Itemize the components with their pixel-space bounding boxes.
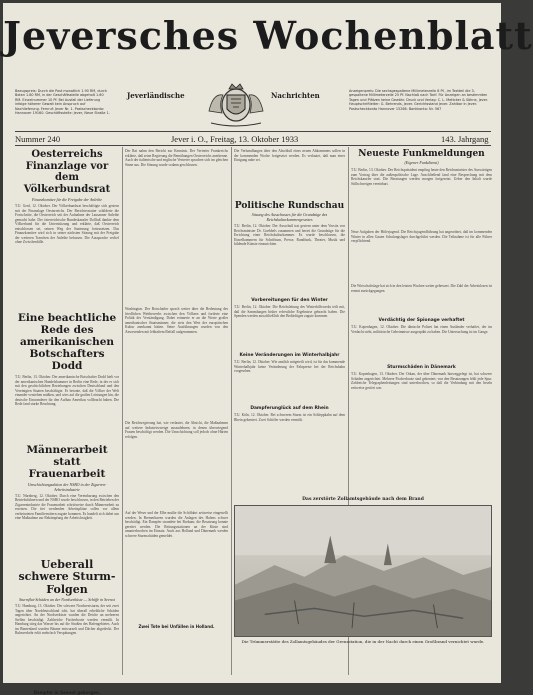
column-rule bbox=[231, 147, 232, 675]
column-4 bbox=[351, 149, 492, 495]
photo-block bbox=[234, 497, 492, 644]
article-subheading: Vorbereitungen für den Winter bbox=[251, 298, 328, 304]
masthead-advertising-info: Anzeigenpreis: Die sechsgespaltene Millimeterzeile 8 Pf., im Textteil die 3-gespaltene Millimeterzeile 25 Pf. Nachlaß nach Tarif. Für Anzeigen an bestimmten Tagen und Plätzen keine Gewähr. Druck und Verlag: C. L. Mettcker & Söhne, Jever. Hauptschriftleiter: G. Behrends, Jever. Gerichtsstand Jever. Zahlbar in Jever. Postscheckkonto Hannover 15266. Bankkonto: Nr. 567 bbox=[349, 89, 489, 111]
article-body: Die Wirtschaftslage hat sich in den letzten Wochen weiter gebessert. Die Zahl der Arbeitslosen ist erneut zurückgegangen. bbox=[351, 284, 492, 293]
article-body: T.U. Berlin, 13. Oktober. Der Reichspräsident empfing heute den Reichsminister des Auswärtigen zum Vortrag über die außenpolitische Lage. Anschließend fand eine Besprechung mit dem Reichskanzler statt. Die Beratungen werden morgen fortgesetzt. Ueber den Inhalt wurde Stillschweigen vereinbart. bbox=[351, 168, 492, 186]
issue-date: Jever i. O., Freitag, 13. Oktober 1933 bbox=[171, 134, 299, 144]
article-body: Der Rat nahm den Bericht zur Kenntnis. Der Vertreter Frankreichs erklärte, daß seine Regierung die Bemühungen Oesterreichs anerkenne. Auch der italienische und englische Vertreter sprachen sich im gleichen Sinne aus. Die Sitzung wurde sodann geschlossen. bbox=[125, 149, 228, 167]
column-1 bbox=[15, 149, 119, 695]
masthead-subscription-info: Bezugspreis: Durch die Post monatlich 1.90 RM, durch Boten 1.80 RM, in der Geschäftsstelle abgeholt 1.60 RM. Einzelnummer 10 Pf. Bei Ausfall der Lieferung infolge höherer Gewalt kein Anspruch auf Nachlieferung. Fernruf: Jever Nr. 1. Postscheckkonto: Hannover 19160. Geschäftsstelle: Jever, Neue Straße 1. bbox=[15, 89, 110, 116]
coat-of-arms-icon bbox=[203, 81, 269, 129]
masthead-left-subtitle: Jeverländische bbox=[127, 91, 185, 100]
column-2 bbox=[125, 149, 228, 677]
headline-latest-radio-news: Neueste Funkmeldungen bbox=[358, 149, 485, 159]
article-body: T.U. Hamburg, 13. Oktober. Der schwere Nordweststurm, der seit zwei Tagen über Norddeutschland tobt, hat überall erhebliche Schäden angerichtet. An der Nordseeküste wurden die Deiche an mehreren Stellen beschädigt. Zahlreiche Fischerboote werden vermißt. In Hamburg stieg das Wasser bis auf die Straßen des Hafengebietes. Auch im Binnenland wurden Bäume entwurzelt und Dächer abgedeckt. Der Bahnverkehr erlitt mehrfach Verspätungen. bbox=[15, 604, 119, 636]
photo-caption: Die Trümmerstätte des Zollamtsgebäudes der Grenzstation, die in der Nacht durch einen Großbrand vernichtet wurde. bbox=[241, 639, 485, 644]
subheadline: Finanzkomitee für die Freigabe der Anleihe bbox=[31, 197, 103, 202]
article-body: T.U. Berlin, 12. Oktober. Die Reichsleitung des Winterhilfswerks teilt mit, daß die Sammlungen bisher erfreuliche Ergebnisse gebracht haben. Die Spenden werden ausschließlich den Bedürftigen zugute kommen. bbox=[234, 305, 345, 319]
subheadline: Sturmflut-Schäden an der Nordseeküste — Schiffe in Seenot bbox=[19, 597, 115, 603]
article-subheading: Zwei Tote bei Unfällen in Holland. bbox=[138, 624, 215, 629]
masthead-rule-bottom bbox=[15, 145, 491, 146]
article-body: T.U. Nürnberg, 12. Oktober. Durch eine Vereinbarung zwischen den Betriebsführern und der NSBO wurde beschlossen, in den Betrieben der Zigarrenindustrie die Frauenarbeit schrittweise durch Männerarbeit zu ersetzen. Die frei werdenden Arbeitsplätze sollen vor allem verheirateten Familienvätern zugute kommen. Es handelt sich dabei um eine Maßnahme zur Bekämpfung der Arbeitslosigkeit. bbox=[15, 493, 119, 520]
article-body: T.U. Berlin, 12. Oktober. Der Ausschuß trat gestern unter dem Vorsitz von Reichsminister Dr. Goebbels zusammen und beriet die Grundzüge für die Errichtung einer Reichskulturkammer. Es wurde beschlossen, die Einzelkammern für Schrifttum, Presse, Rundfunk, Theater, Musik und bildende Künste einzurichten. bbox=[234, 224, 345, 247]
subheadline: Umschichtungsaktion der NSBO in der Zigarren-Arbeitsindustrie bbox=[27, 481, 107, 492]
article-body: Die Reichsregierung hat, wie verlautet, die Absicht, die Maßnahmen auf weitere Industriezweige auszudehnen, in denen überwiegend Frauen beschäftigt werden. Die Umschichtung soll jedoch ohne Härten erfolgen. bbox=[125, 421, 228, 439]
issue-number: Nummer 240 bbox=[15, 134, 61, 144]
article-body: T.U. Köln, 12. Oktober. Bei schwerem Sturm ist ein Schleppkahn auf dem Rhein gekentert. Zwei Schiffer werden vermißt. bbox=[234, 413, 345, 422]
newspaper-page bbox=[3, 3, 533, 695]
article-body: T.U. Berlin, 12. Oktober. Wie amtlich mitgeteilt wird, ist für das kommende Winterhalbjahr keine Veränderung der Fahrpreise bei der Reichsbahn vorgesehen. bbox=[234, 360, 345, 374]
headline-austria-finances: Oesterreichs Finanzlage vor dem Völkerbundsrat bbox=[23, 149, 111, 195]
article-body: T.U. Genf, 12. Oktober. Der Völkerbundsrat beschäftigte sich gestern mit der Finanzlage Oesterreichs. Der Berichterstatter schilderte die Fortschritte, die Oesterreich seit der Aufnahme der Lausanner Anleihe gemacht habe. Der österreichische Bundeskanzler Dollfuß dankte dem Völkerbund für die Unterstützung und erklärte, daß Oesterreich entschlossen sei, seinen Weg der Sanierung fortzusetzen. Das Finanzkomitee wird sich in seiner nächsten Sitzung mit der Freigabe der weiteren Tranchen der Anleihe befassen. Die Aussprache verlief ohne Zwischenfälle. bbox=[15, 204, 119, 244]
article-body: Neue Aufgaben der Hitlerjugend. Die Reichsjugendführung hat angeordnet, daß im kommenden Winter in allen Gauen Schulungslager durchgeführt werden. Die Teilnahme ist für alle Führer verpflichtend. bbox=[351, 230, 492, 244]
article-subheading: Verdächtig der Spionage verhaftet bbox=[378, 318, 465, 324]
article-body: Washington. Der Botschafter sprach weiter über die Bedeutung des friedlichen Wettbewerbs zwischen den Völkern und forderte eine Politik der Verständigung. Dabei erinnerte er an die Worte großer amerikanischer Staatsmänner, die stets den Wert der europäischen Kultur anerkannt hätten. Seine Ausführungen wurden von den Anwesenden mit lebhaftem Beifall aufgenommen. bbox=[125, 307, 228, 334]
news-photo bbox=[234, 505, 492, 637]
masthead-right-subtitle: Nachrichten bbox=[271, 91, 320, 100]
article-body: T.U. Berlin, 13. Oktober. Der amerikanische Botschafter Dodd hielt vor der amerikanischen Handelskammer in Berlin eine Rede, in der er sich mit den geschichtlichen Beziehungen zwischen Deutschland und den Vereinigten Staaten beschäftigte. Er betonte, daß die Völker der Welt einander verstehen müßten, und wies auf die großen Leistungen hin, die deutsche Einwanderer für den Aufbau Amerikas vollbracht haben. Die Rede fand starke Beachtung. bbox=[15, 375, 119, 407]
article-body: T.U. Kopenhagen, 12. Oktober. Die dänische Polizei hat einen Ausländer verhaftet, der im Verdacht steht, militärische Geheimnisse ausgespäht zu haben. Die Untersuchung ist im Gange. bbox=[351, 325, 492, 334]
headline-men-work: Männerarbeit statt Frauenarbeit bbox=[26, 444, 108, 481]
article-subheading: Dampferunglück auf dem Rhein bbox=[250, 406, 329, 412]
article-subheading: Sturmschäden in Dänemark bbox=[387, 365, 456, 371]
ruins-photo-icon bbox=[235, 506, 491, 636]
column-rule bbox=[122, 147, 123, 675]
article-subheading: Keine Veränderungen im Winterhalbjahr bbox=[239, 353, 340, 359]
photo-title: Das zerstörte Zollamtsgebäude nach dem Brand bbox=[302, 497, 424, 502]
masthead-rule-top bbox=[15, 131, 491, 132]
article-subheading: Dampfer in Seenot geborgen. bbox=[33, 690, 101, 695]
volume-year: 143. Jahrgang bbox=[441, 134, 489, 144]
article-body: Auf der Weser und der Elbe mußte die Schiffahrt zeitweise eingestellt werden. In Bremerhaven wurden die Anlagen des Hafens schwer beschädigt. Ein Dampfer strandete bei Borkum; die Besatzung konnte gerettet werden. Die Rettungsstationen an der Küste sind ununterbrochen im Einsatz. Auch aus Holland und Dänemark werden schwere Sturmschäden gemeldet. bbox=[125, 511, 228, 538]
masthead-title: Jeversches Wochenblatt bbox=[3, 13, 533, 58]
article-body: Die Verhandlungen über den Abschluß eines neuen Abkommens sollen in der kommenden Woche fortgesetzt werden. Es verlautet, daß man einer Einigung nahe sei. bbox=[234, 149, 345, 162]
article-body: T.U. Kopenhagen, 13. Oktober. Der Orkan, der über Dänemark hinweggefegt ist, hat schwere Schäden angerichtet. Mehrere Fischerboote sind gekentert; von den Besatzungen fehlt jede Spur. Zahlreiche Telegraphenleitungen sind unterbrochen, so daß die Verbindung mit den Inseln zeitweise gestört war. bbox=[351, 372, 492, 390]
headline-political-review: Politische Rundschau bbox=[234, 201, 345, 211]
headline-storm-consequences: Ueberall schwere Sturm-Folgen bbox=[18, 557, 116, 596]
subheadline: Sitzung des Ausschusses für die Grundzüge des Reichskulturkammergesetzes bbox=[251, 212, 328, 223]
subheadline: (Eigener Funkdienst) bbox=[404, 160, 439, 166]
headline-dodd-speech: Eine beachtliche Rede des amerikanischen Botschafters Dodd bbox=[17, 312, 117, 373]
